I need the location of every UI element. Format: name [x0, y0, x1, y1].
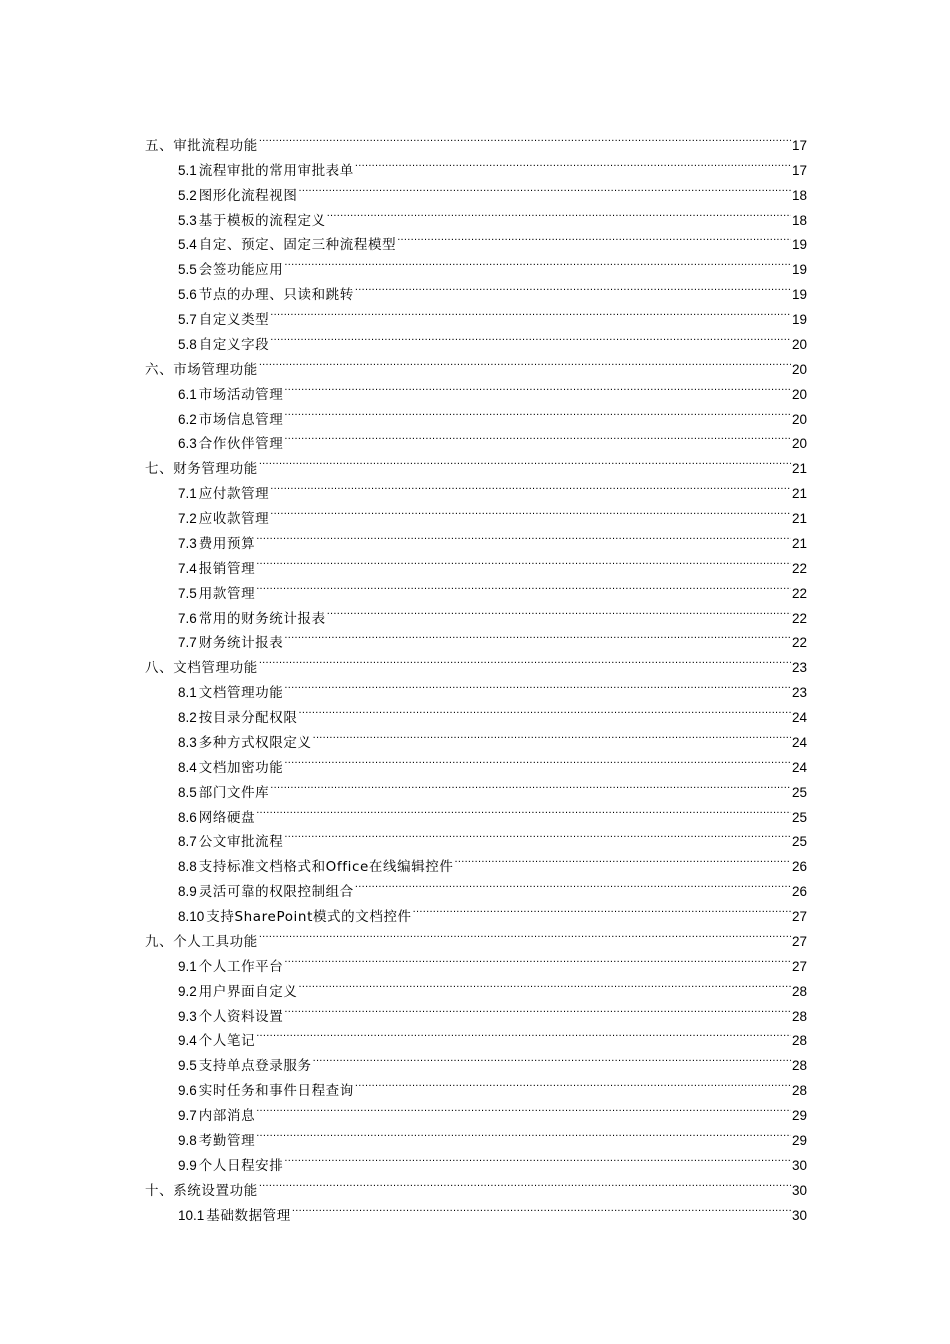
- toc-dot-leader: [284, 946, 791, 971]
- toc-entry-number: 5.2: [178, 187, 197, 203]
- toc-entry-title: [178, 1129, 255, 1154]
- toc-dot-leader: [259, 1170, 791, 1195]
- toc-dot-leader: [259, 647, 791, 672]
- toc-page-number: 20: [791, 336, 807, 352]
- toc-entry-number: 9.3: [178, 1008, 197, 1024]
- toc-entry-number: 9.6: [178, 1083, 197, 1099]
- toc-dot-leader: [355, 871, 791, 896]
- toc-dot-leader: [259, 125, 791, 150]
- toc-entry-text: 九、个人工具功能: [145, 933, 258, 950]
- toc-entry-text: 支持单点登录服务: [198, 1058, 312, 1075]
- toc-entry-number: 9.8: [178, 1132, 197, 1148]
- toc-entry-number: 9.2: [178, 983, 197, 999]
- toc-entry-number: 7.1: [178, 486, 197, 502]
- toc-page-number: 28: [791, 983, 807, 999]
- toc-entry-text: 自定义类型: [198, 312, 270, 328]
- toc-dot-leader: [327, 200, 791, 225]
- toc-entry-number: 9.7: [178, 1108, 197, 1123]
- toc-entry-number: 8.4: [178, 759, 197, 775]
- table-of-contents: [145, 125, 807, 1224]
- toc-entry-title: [178, 806, 255, 831]
- toc-page-number: 17: [791, 162, 807, 178]
- toc-entry-text: 支持标准文档格式和Office在线编辑控件: [198, 859, 454, 876]
- toc-entry-title: [178, 1104, 255, 1129]
- toc-page-number: 28: [791, 1083, 807, 1099]
- toc-entry-number: 7.4: [178, 560, 197, 576]
- toc-entry-text: 图形化流程视图: [198, 187, 298, 204]
- toc-entry-text: 内部消息: [198, 1108, 256, 1124]
- toc-page-number: 23: [791, 660, 807, 676]
- toc-entry-title: [178, 756, 283, 781]
- toc-page-number: 19: [791, 237, 807, 253]
- toc-page-number: 21: [791, 535, 807, 551]
- toc-entry-text: 个人笔记: [198, 1033, 256, 1050]
- toc-entry-title: [178, 681, 283, 706]
- toc-page-number: 19: [791, 287, 807, 303]
- toc-dot-leader: [270, 299, 791, 324]
- toc-page-number: 18: [791, 212, 807, 228]
- toc-entry-number: 5.7: [178, 312, 197, 327]
- toc-dot-leader: [256, 1021, 791, 1046]
- toc-entry-text: 个人工作平台: [198, 958, 284, 975]
- toc-entry-title: [178, 258, 283, 283]
- toc-entry-title: [178, 383, 283, 408]
- toc-dot-leader: [284, 996, 791, 1021]
- toc-entry-number: 8.5: [178, 784, 197, 800]
- toc-entry-text: 自定义字段: [198, 336, 270, 353]
- toc-entry-text: 多种方式权限定义: [198, 734, 312, 751]
- toc-entry-text: 用户界面自定义: [198, 983, 298, 1000]
- toc-entry-number: 8.2: [178, 710, 197, 725]
- toc-page-number: 21: [791, 486, 807, 502]
- toc-dot-leader: [270, 498, 791, 523]
- toc-entry-number: 8.10: [178, 909, 205, 924]
- toc-entry-text: 自定、预定、固定三种流程模型: [198, 237, 397, 254]
- toc-entry-number: 5.5: [178, 262, 197, 278]
- toc-entry-title: [178, 408, 283, 433]
- toc-entry-number: 7.2: [178, 511, 197, 526]
- toc-page-number: 25: [791, 834, 807, 850]
- toc-entry-text: 节点的办理、只读和跳转: [198, 287, 354, 304]
- toc-page-number: 28: [791, 1058, 807, 1074]
- toc-page-number: 21: [791, 461, 807, 477]
- toc-entry-number: 9.9: [178, 1157, 197, 1173]
- toc-entry-title: [178, 308, 269, 333]
- toc-entry-text: 合作伙伴管理: [198, 436, 284, 453]
- toc-page-number: 30: [791, 1207, 807, 1223]
- toc-entry-title: [145, 656, 258, 681]
- toc-entry-text: 六、市场管理功能: [145, 361, 258, 378]
- toc-entry-text: 基于模板的流程定义: [198, 212, 326, 229]
- toc-page-number: 21: [791, 511, 807, 526]
- toc-entry-text: 七、财务管理功能: [145, 461, 258, 478]
- toc-dot-leader: [284, 747, 791, 772]
- toc-entry-title: [178, 482, 269, 507]
- toc-page-number: 28: [791, 1008, 807, 1024]
- toc-page-number: 19: [791, 312, 807, 327]
- toc-entry-title: [145, 1179, 258, 1204]
- toc-page-number: 20: [791, 361, 807, 377]
- toc-entry-text: 文档加密功能: [198, 759, 284, 776]
- toc-entry-text: 网络硬盘: [198, 809, 256, 826]
- toc-entry-title: [178, 209, 326, 234]
- toc-dot-leader: [270, 324, 791, 349]
- toc-chapter-entry[interactable]: [145, 125, 807, 154]
- toc-entry-number: 7.6: [178, 610, 197, 626]
- toc-entry-number: 5.4: [178, 237, 197, 253]
- toc-entry-text: 五、审批流程功能: [145, 137, 258, 154]
- toc-entry-text: 十、系统设置功能: [145, 1182, 258, 1199]
- toc-entry-text: 费用预算: [198, 535, 256, 552]
- toc-entry-number: 9.5: [178, 1058, 197, 1074]
- toc-dot-leader: [270, 473, 791, 498]
- toc-entry-title: [145, 134, 258, 159]
- toc-entry-number: 6.1: [178, 386, 197, 402]
- toc-page-number: 26: [791, 884, 807, 900]
- toc-entry-text: 应付款管理: [198, 486, 270, 503]
- toc-entry-title: [178, 557, 255, 582]
- toc-dot-leader: [256, 523, 791, 548]
- toc-page-number: 20: [791, 386, 807, 402]
- toc-dot-leader: [355, 1070, 791, 1095]
- toc-page-number: 22: [791, 585, 807, 601]
- toc-entry-number: 5.1: [178, 162, 197, 178]
- toc-entry-number: 8.1: [178, 685, 197, 701]
- toc-page-number: 22: [791, 560, 807, 576]
- toc-entry-number: 7.7: [178, 635, 197, 651]
- toc-entry-number: 6.2: [178, 411, 197, 427]
- toc-page-number: 22: [791, 610, 807, 626]
- toc-entry-number: 8.7: [178, 834, 197, 850]
- toc-entry-number: 8.9: [178, 884, 197, 900]
- toc-entry-text: 市场活动管理: [198, 386, 284, 403]
- toc-dot-leader: [259, 448, 791, 473]
- toc-entry-number: 10.1: [178, 1207, 205, 1223]
- toc-entry-number: 8.3: [178, 734, 197, 750]
- toc-entry-number: 6.3: [178, 436, 197, 452]
- toc-page-number: 23: [791, 685, 807, 701]
- toc-dot-leader: [397, 225, 791, 250]
- toc-page-number: 27: [791, 909, 807, 924]
- toc-dot-leader: [355, 150, 791, 175]
- toc-entry-text: 市场信息管理: [198, 411, 284, 428]
- toc-dot-leader: [284, 623, 791, 648]
- toc-dot-leader: [313, 1045, 791, 1070]
- toc-dot-leader: [270, 772, 791, 797]
- toc-entry-text: 常用的财务统计报表: [198, 610, 326, 627]
- toc-entry-title: [145, 358, 258, 383]
- toc-dot-leader: [284, 424, 791, 449]
- toc-entry-title: [178, 980, 297, 1005]
- toc-entry-text: 用款管理: [198, 585, 256, 602]
- toc-entry-text: 部门文件库: [198, 784, 270, 801]
- toc-entry-title: [178, 880, 354, 905]
- toc-entry-title: [178, 582, 255, 607]
- toc-entry-title: [178, 955, 283, 980]
- toc-page-number: 24: [791, 710, 807, 725]
- toc-dot-leader: [284, 672, 791, 697]
- toc-dot-leader: [455, 846, 791, 871]
- toc-dot-leader: [298, 697, 790, 722]
- toc-entry-text: 支持SharePoint模式的文档控件: [206, 909, 412, 925]
- toc-dot-leader: [298, 971, 790, 996]
- toc-entry-text: 考勤管理: [198, 1132, 256, 1149]
- toc-entry-title: [178, 532, 255, 557]
- toc-entry-text: 八、文档管理功能: [145, 660, 258, 677]
- toc-entry-text: 流程审批的常用审批表单: [198, 162, 354, 179]
- toc-entry-text: 个人资料设置: [198, 1008, 284, 1025]
- toc-dot-leader: [256, 797, 791, 822]
- toc-page-number: 27: [791, 933, 807, 949]
- toc-page-number: 22: [791, 635, 807, 651]
- toc-dot-leader: [259, 349, 791, 374]
- toc-page-number: 29: [791, 1108, 807, 1123]
- toc-entry-title: [178, 830, 283, 855]
- toc-entry-number: 5.3: [178, 212, 197, 228]
- toc-entry-text: 应收款管理: [198, 511, 270, 527]
- toc-entry-number: 5.8: [178, 336, 197, 352]
- toc-entry-title: [145, 457, 258, 482]
- toc-dot-leader: [259, 921, 791, 946]
- toc-page-number: 20: [791, 411, 807, 427]
- toc-entry-title: [178, 1054, 312, 1079]
- toc-entry-text: 基础数据管理: [206, 1207, 291, 1224]
- toc-entry-text: 会签功能应用: [198, 262, 284, 279]
- toc-entry-title: [145, 930, 258, 955]
- toc-page-number: 24: [791, 759, 807, 775]
- toc-entry-title: [178, 184, 297, 209]
- toc-entry-title: [178, 706, 297, 731]
- toc-dot-leader: [284, 822, 791, 847]
- toc-entry-title: [178, 1204, 291, 1229]
- toc-entry-title: [178, 1029, 255, 1054]
- toc-dot-leader: [298, 175, 790, 200]
- toc-dot-leader: [292, 1195, 791, 1220]
- toc-dot-leader: [284, 399, 791, 424]
- toc-entry-text: 按目录分配权限: [198, 710, 298, 726]
- toc-dot-leader: [256, 548, 791, 573]
- toc-entry-number: 7.5: [178, 585, 197, 601]
- toc-entry-number: 5.6: [178, 287, 197, 303]
- toc-page-number: 20: [791, 436, 807, 452]
- toc-dot-leader: [256, 1095, 791, 1120]
- toc-dot-leader: [355, 274, 791, 299]
- toc-dot-leader: [313, 722, 791, 747]
- toc-page-number: 30: [791, 1182, 807, 1198]
- toc-entry-text: 个人日程安排: [198, 1157, 284, 1174]
- toc-page-number: 25: [791, 784, 807, 800]
- toc-page-number: 29: [791, 1132, 807, 1148]
- toc-dot-leader: [256, 573, 791, 598]
- toc-page-number: 19: [791, 262, 807, 278]
- toc-page-number: 25: [791, 809, 807, 825]
- toc-dot-leader: [256, 1120, 791, 1145]
- toc-entry-text: 灵活可靠的权限控制组合: [198, 884, 354, 901]
- toc-entry-number: 8.8: [178, 859, 197, 875]
- toc-entry-title: [178, 333, 269, 358]
- toc-page-number: 24: [791, 734, 807, 750]
- toc-entry-text: 报销管理: [198, 560, 256, 577]
- toc-entry-number: 9.4: [178, 1033, 197, 1049]
- toc-page-number: 27: [791, 958, 807, 974]
- toc-entry-number: 8.6: [178, 809, 197, 825]
- toc-entry-text: 财务统计报表: [198, 635, 284, 652]
- toc-entry-text: 公文审批流程: [198, 834, 284, 851]
- toc-page-number: 26: [791, 859, 807, 875]
- toc-dot-leader: [284, 374, 791, 399]
- toc-entry-text: 实时任务和事件日程查询: [198, 1083, 354, 1100]
- toc-dot-leader: [284, 249, 791, 274]
- toc-entry-number: 7.3: [178, 535, 197, 551]
- toc-entry-number: 9.1: [178, 958, 197, 974]
- toc-dot-leader: [413, 896, 791, 921]
- toc-dot-leader: [284, 1145, 791, 1170]
- toc-page-number: 18: [791, 187, 807, 203]
- toc-entry-text: 文档管理功能: [198, 685, 284, 702]
- toc-page-number: 30: [791, 1157, 807, 1173]
- toc-page-number: 28: [791, 1033, 807, 1049]
- toc-dot-leader: [327, 598, 791, 623]
- toc-page-number: 17: [791, 137, 807, 153]
